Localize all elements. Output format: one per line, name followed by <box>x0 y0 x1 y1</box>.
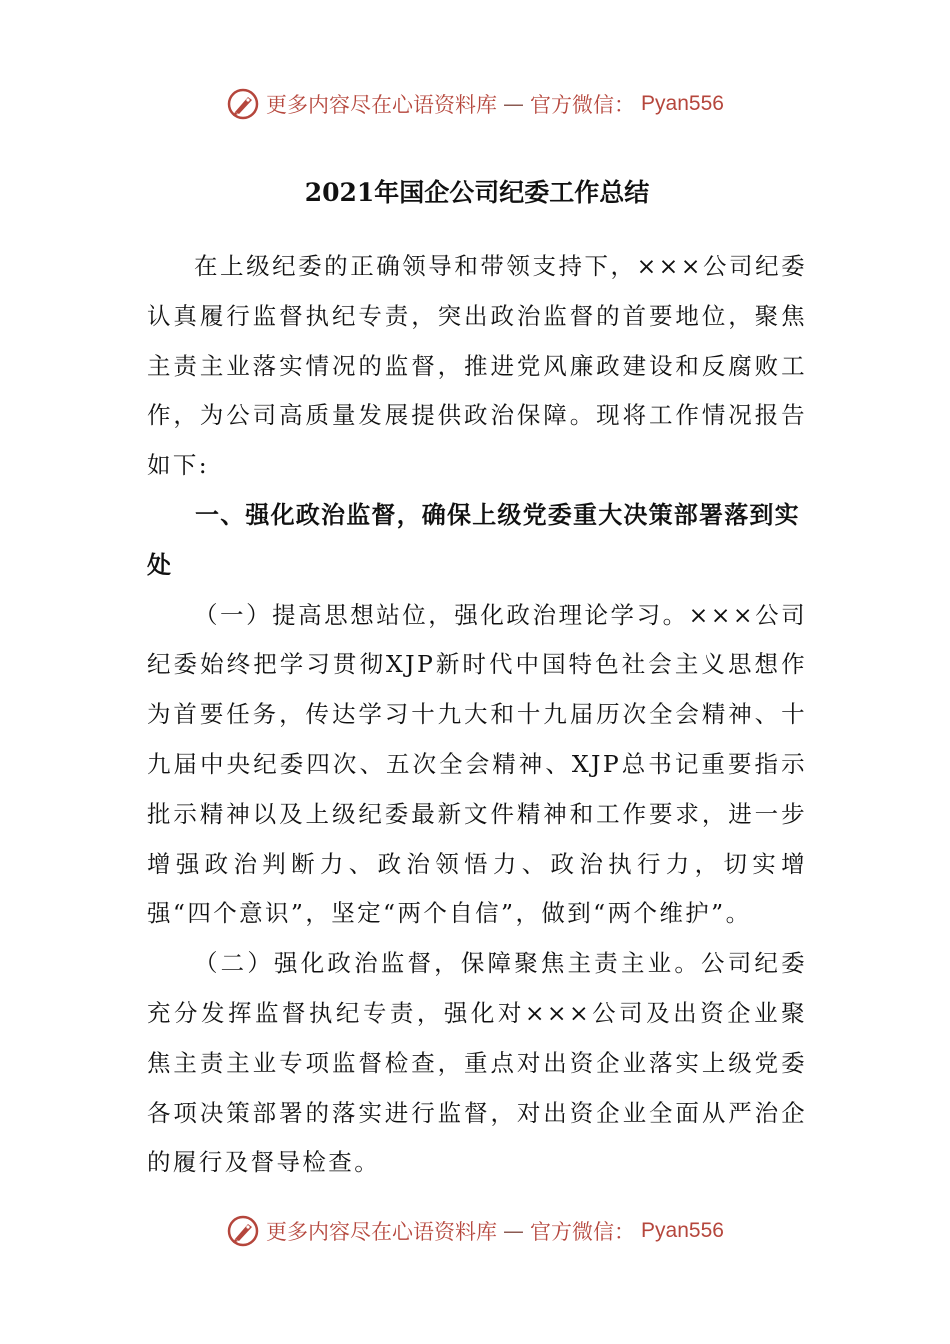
pen-nib-logo-icon <box>226 1214 260 1248</box>
subsection-1-paragraph: （一）提高思想站位，强化政治理论学习。×××公司纪委始终把学习贯彻XJP新时代中国特色社会主义思想作为首要任务，传达学习十九大和十九届历次全会精神、十九届中央纪委四次、五次全会精神、XJP总书记重要指示批示精神以及上级纪委最新文件精神和工作要求，进一步增强政治判断力、政治领悟力、政治执行力，切实增强“四个意识”，坚定“两个自信”，做到“两个维护”。 <box>147 600 807 928</box>
document-body <box>147 168 807 1188</box>
section-heading-1: 一、强化政治监督，确保上级党委重大决策部署落到实处 <box>147 500 800 579</box>
footer-watermark <box>0 1211 950 1251</box>
watermark-group <box>226 87 724 121</box>
watermark-group <box>226 1214 724 1248</box>
subsection-2-paragraph: （二）强化政治监督，保障聚焦主责主业。公司纪委充分发挥监督执纪专责，强化对×××公司及出资企业聚焦主责主业专项监督检查，重点对出资企业落实上级党委各项决策部署的落实进行监督，对出资企业全面从严治企的履行及督导检查。 <box>147 949 807 1177</box>
document-title: 2021年国企公司纪委工作总结 <box>304 178 650 207</box>
watermark-account: Pyan556 <box>641 1219 724 1242</box>
watermark-separator: — <box>503 1219 525 1243</box>
pen-nib-logo-icon <box>226 87 260 121</box>
watermark-official-label: 官方微信： <box>530 93 636 117</box>
watermark-text: 更多内容尽在心语资料库 <box>266 93 498 117</box>
watermark-account: Pyan556 <box>641 92 724 115</box>
header-watermark <box>0 84 950 124</box>
watermark-official-label: 官方微信： <box>530 1220 636 1244</box>
watermark-separator: — <box>503 92 525 116</box>
watermark-text: 更多内容尽在心语资料库 <box>266 1220 498 1244</box>
intro-paragraph: 在上级纪委的正确领导和带领支持下，×××公司纪委认真履行监督执纪专责，突出政治监督的首要地位，聚焦主责主业落实情况的监督，推进党风廉政建设和反腐败工作，为公司高质量发展提供政治保障。现将工作情况报告如下: <box>147 252 807 480</box>
